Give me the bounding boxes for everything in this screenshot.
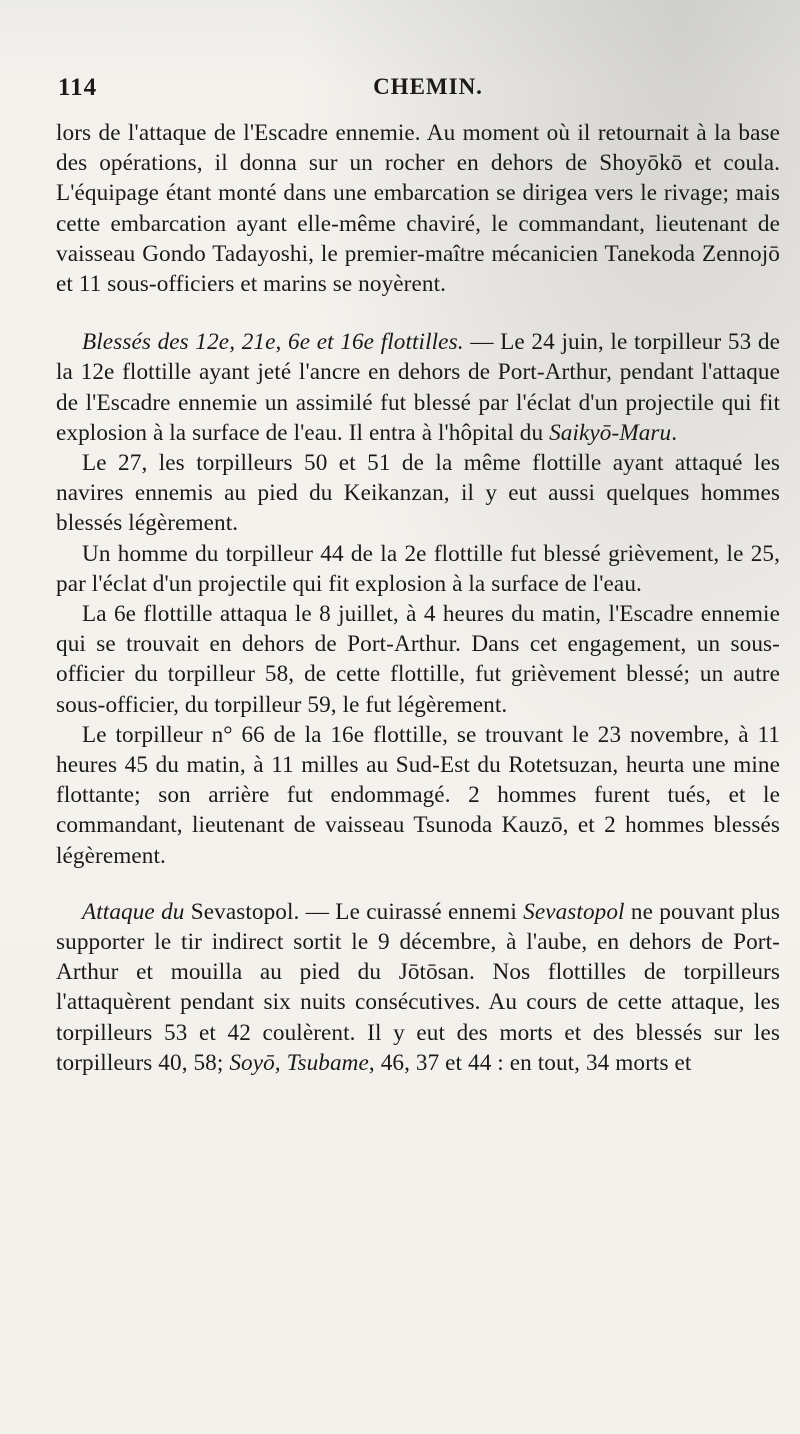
paragraph-torpilleur-66: Le torpilleur n° 66 de la 16e flottille, se trouvant le 23 novembre, à 11 heures 45 du matin, à 11 milles au Sud-Est du Rotetsuzan, heurta une mine flottante; son arrière fut endommagé. 2 hommes furent tués, et le commandant, lieutenant de vaisseau Tsunoda Kauzō, et 2 hommes blessés légèrement. [56,721,780,869]
section-heading-place: Sevastopol. [184,898,300,925]
paragraph-text: . [671,419,678,446]
paragraph-text: — Le cuirassé ennemi [299,898,524,925]
page-body [56,118,780,1078]
ship-names: Soyō, Tsubame [229,1049,369,1076]
paragraph-text: ne pouvant plus supporter le tir indirect sortit le 9 décembre, à l'aube, en dehors de Port-Arthur et mouilla au pied du Jōtōsan. Nos flottilles de torpilleurs l'attaquèrent pendant six nuits consécutives. Au cours de cette attaque, les torpilleurs 53 et 42 coulèrent. Il y eut des morts et des blessés sur les torpilleurs 40, 58; [56,898,780,1076]
ship-name: Sevastopol [523,898,625,925]
paragraph-blesses [56,327,780,448]
paragraph-text: — Le 24 juin, le torpilleur 53 de la 12e flottille ayant jeté l'ancre en dehors de Port-Arthur, pendant l'attaque de l'Escadre ennemie un assimilé fut blessé par l'éclat d'un projectile qui fit explosion à la surface de l'eau. Il entra à l'hôpital du [56,329,781,446]
page-header [58,74,758,108]
page-number: 114 [58,74,98,101]
running-title: CHEMIN. [373,74,483,99]
paragraph-6e-flottille: La 6e flottille attaqua le 8 juillet, à 4 heures du matin, l'Escadre ennemie qui se trouvait en dehors de Port-Arthur. Dans cet engagement, un sous-officier du torpilleur 58, de cette flottille, fut grièvement blessé; un autre sous-officier, du torpilleur 59, le fut légèrement. [56,601,780,718]
paragraph-attaque-sevastopol [56,897,780,1078]
paragraph-torpilleur-44: Un homme du torpilleur 44 de la 2e flottille fut blessé grièvement, le 25, par l'éclat d'un projectile qui fit explosion à la surface de l'eau. [56,540,780,597]
section-heading-blesses: Blessés des 12e, 21e, 6e et 16e flottilles. [82,329,464,356]
section-heading-attaque: Attaque du [82,898,185,925]
paragraph-le-27: Le 27, les torpilleurs 50 et 51 de la même flottille ayant attaqué les navires ennemis au pied du Keikanzan, il y eut aussi quelques hommes blessés légèrement. [56,450,780,537]
ship-name: Saikyō-Maru [549,419,672,446]
paragraph-continuation: lors de l'attaque de l'Escadre ennemie. Au moment où il retournait à la base des opérations, il donna sur un rocher en dehors de Shoyōkō et coula. L'équipage étant monté dans une embarcation se dirigea vers le rivage; mais cette embarcation ayant elle-même chaviré, le commandant, lieutenant de vaisseau Gondo Tadayoshi, le premier-maître mécanicien Tanekoda Zennojō et 11 sous-officiers et marins se noyèrent. [56,120,780,298]
paragraph-text: , 46, 37 et 44 : en tout, 34 morts et [368,1049,692,1076]
